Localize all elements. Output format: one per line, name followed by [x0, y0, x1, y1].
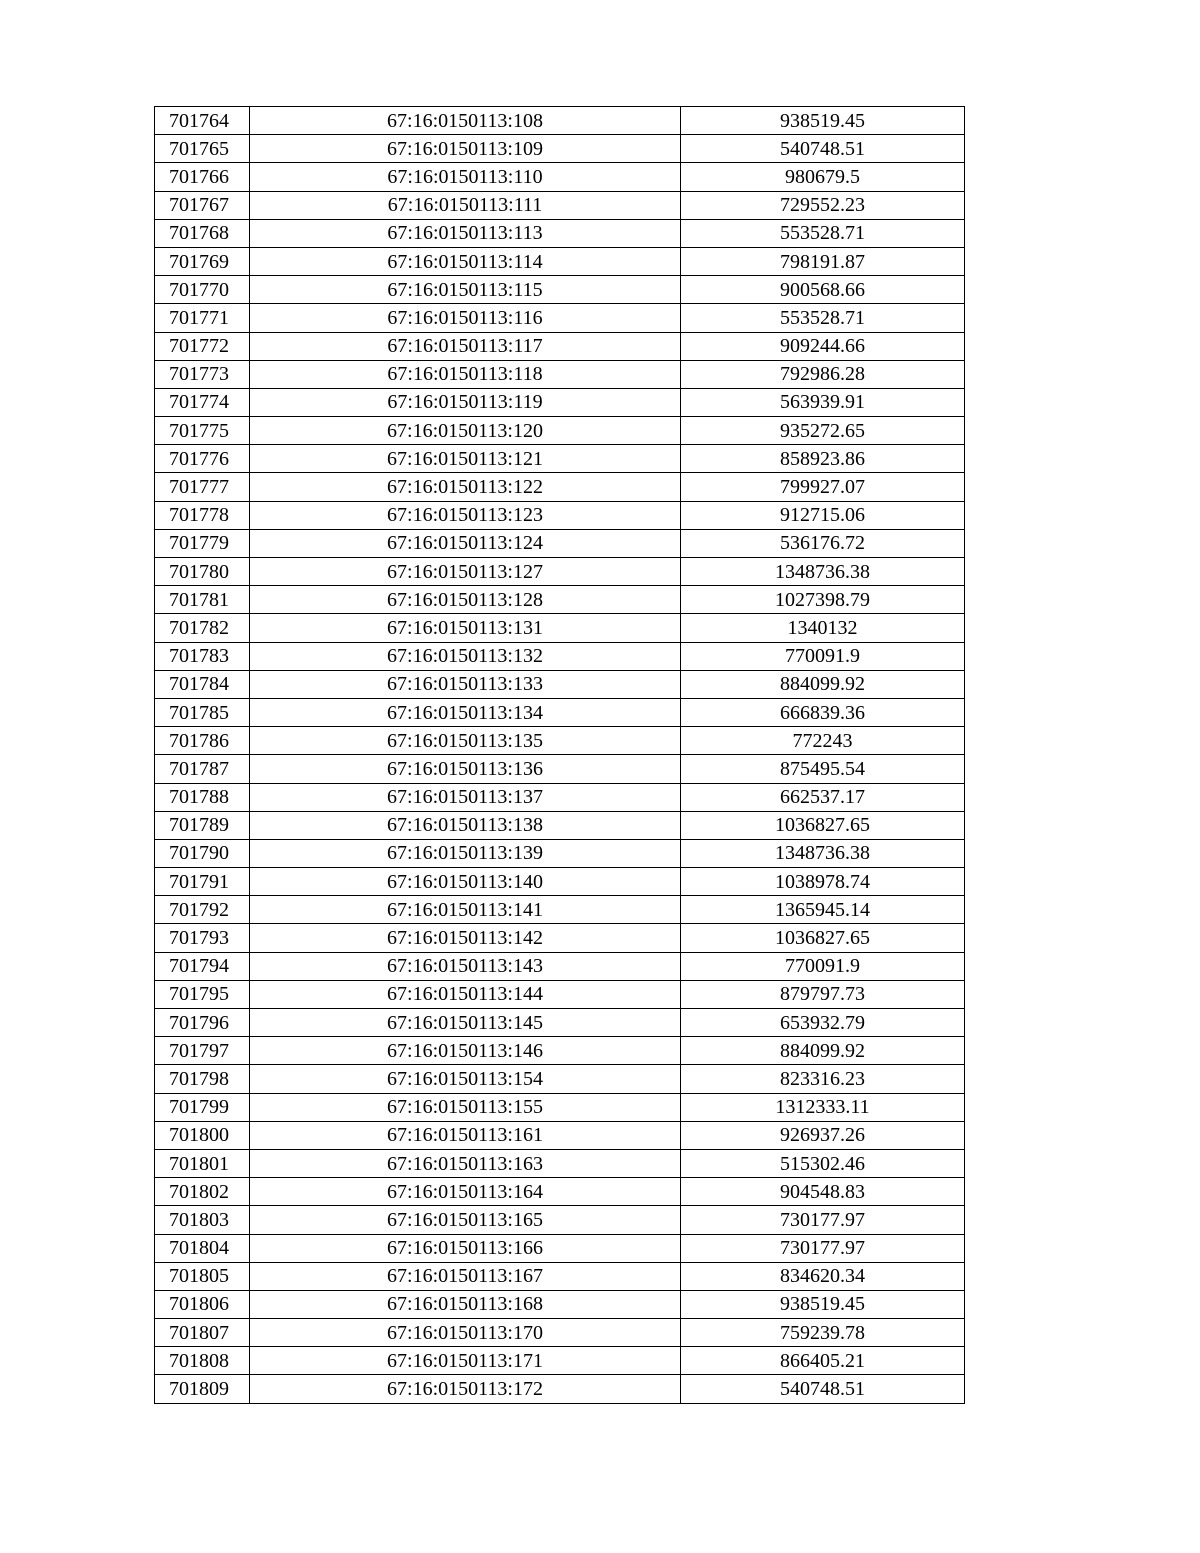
cadastral-number-cell: 67:16:0150113:113: [250, 219, 681, 247]
table-row: [155, 586, 965, 614]
cadastral-value-cell: 900568.66: [681, 276, 965, 304]
cadastral-number-cell: 67:16:0150113:155: [250, 1093, 681, 1121]
row-number-cell: 701789: [155, 811, 250, 839]
row-number-cell: 701788: [155, 783, 250, 811]
row-number-cell: 701776: [155, 445, 250, 473]
cadastral-value-cell: 1038978.74: [681, 868, 965, 896]
cadastral-value-cell: 798191.87: [681, 247, 965, 275]
cadastral-value-cell: 935272.65: [681, 417, 965, 445]
table-row: [155, 1065, 965, 1093]
cadastral-number-cell: 67:16:0150113:128: [250, 586, 681, 614]
cadastral-value-cell: 904548.83: [681, 1178, 965, 1206]
table-row: [155, 501, 965, 529]
cadastral-value-cell: 770091.9: [681, 952, 965, 980]
row-number-cell: 701778: [155, 501, 250, 529]
cadastral-value-cell: 1348736.38: [681, 839, 965, 867]
table-row: [155, 163, 965, 191]
cadastral-value-cell: 666839.36: [681, 698, 965, 726]
row-number-cell: 701791: [155, 868, 250, 896]
cadastral-number-cell: 67:16:0150113:140: [250, 868, 681, 896]
row-number-cell: 701799: [155, 1093, 250, 1121]
cadastral-value-cell: 1027398.79: [681, 586, 965, 614]
table-row: [155, 642, 965, 670]
cadastral-value-cell: 912715.06: [681, 501, 965, 529]
table-row: [155, 614, 965, 642]
cadastral-number-cell: 67:16:0150113:138: [250, 811, 681, 839]
row-number-cell: 701806: [155, 1290, 250, 1318]
row-number-cell: 701805: [155, 1262, 250, 1290]
table-row: [155, 1290, 965, 1318]
row-number-cell: 701800: [155, 1121, 250, 1149]
cadastral-value-cell: 1312333.11: [681, 1093, 965, 1121]
cadastral-value-cell: 823316.23: [681, 1065, 965, 1093]
table-row: [155, 783, 965, 811]
cadastral-number-cell: 67:16:0150113:109: [250, 135, 681, 163]
cadastral-number-cell: 67:16:0150113:142: [250, 924, 681, 952]
cadastral-number-cell: 67:16:0150113:110: [250, 163, 681, 191]
cadastral-number-cell: 67:16:0150113:132: [250, 642, 681, 670]
table-row: [155, 1121, 965, 1149]
cadastral-number-cell: 67:16:0150113:115: [250, 276, 681, 304]
table-row: [155, 247, 965, 275]
table-row: [155, 1262, 965, 1290]
cadastral-value-cell: 866405.21: [681, 1347, 965, 1375]
cadastral-number-cell: 67:16:0150113:163: [250, 1149, 681, 1177]
row-number-cell: 701797: [155, 1037, 250, 1065]
cadastral-number-cell: 67:16:0150113:114: [250, 247, 681, 275]
cadastral-number-cell: 67:16:0150113:165: [250, 1206, 681, 1234]
row-number-cell: 701802: [155, 1178, 250, 1206]
cadastral-number-cell: 67:16:0150113:167: [250, 1262, 681, 1290]
row-number-cell: 701764: [155, 107, 250, 135]
table-row: [155, 417, 965, 445]
row-number-cell: 701798: [155, 1065, 250, 1093]
cadastral-value-cell: 730177.97: [681, 1206, 965, 1234]
row-number-cell: 701780: [155, 558, 250, 586]
cadastral-value-cell: 938519.45: [681, 107, 965, 135]
cadastral-value-cell: 553528.71: [681, 219, 965, 247]
cadastral-number-cell: 67:16:0150113:124: [250, 529, 681, 557]
cadastral-number-cell: 67:16:0150113:164: [250, 1178, 681, 1206]
cadastral-value-cell: 540748.51: [681, 135, 965, 163]
row-number-cell: 701792: [155, 896, 250, 924]
cadastral-number-cell: 67:16:0150113:121: [250, 445, 681, 473]
row-number-cell: 701768: [155, 219, 250, 247]
cadastral-number-cell: 67:16:0150113:134: [250, 698, 681, 726]
table-row: [155, 980, 965, 1008]
row-number-cell: 701775: [155, 417, 250, 445]
row-number-cell: 701765: [155, 135, 250, 163]
table-row: [155, 304, 965, 332]
table-row: [155, 1093, 965, 1121]
table-row: [155, 670, 965, 698]
row-number-cell: 701774: [155, 388, 250, 416]
cadastral-number-cell: 67:16:0150113:131: [250, 614, 681, 642]
cadastral-value-cell: 536176.72: [681, 529, 965, 557]
cadastral-number-cell: 67:16:0150113:111: [250, 191, 681, 219]
row-number-cell: 701771: [155, 304, 250, 332]
row-number-cell: 701807: [155, 1319, 250, 1347]
row-number-cell: 701808: [155, 1347, 250, 1375]
row-number-cell: 701767: [155, 191, 250, 219]
table-row: [155, 896, 965, 924]
row-number-cell: 701779: [155, 529, 250, 557]
cadastral-value-cell: 799927.07: [681, 473, 965, 501]
row-number-cell: 701770: [155, 276, 250, 304]
cadastral-number-cell: 67:16:0150113:166: [250, 1234, 681, 1262]
cadastral-number-cell: 67:16:0150113:118: [250, 360, 681, 388]
row-number-cell: 701769: [155, 247, 250, 275]
cadastral-number-cell: 67:16:0150113:117: [250, 332, 681, 360]
table-row: [155, 1319, 965, 1347]
row-number-cell: 701794: [155, 952, 250, 980]
cadastral-number-cell: 67:16:0150113:172: [250, 1375, 681, 1403]
table-body: [155, 107, 965, 1404]
table-row: [155, 755, 965, 783]
table-row: [155, 276, 965, 304]
table-row: [155, 1375, 965, 1403]
table-row: [155, 698, 965, 726]
cadastral-number-cell: 67:16:0150113:168: [250, 1290, 681, 1318]
table-row: [155, 1149, 965, 1177]
cadastral-value-cell: 730177.97: [681, 1234, 965, 1262]
table-row: [155, 191, 965, 219]
cadastral-value-cell: 770091.9: [681, 642, 965, 670]
row-number-cell: 701782: [155, 614, 250, 642]
cadastral-number-cell: 67:16:0150113:122: [250, 473, 681, 501]
cadastral-number-cell: 67:16:0150113:139: [250, 839, 681, 867]
cadastral-value-cell: 772243: [681, 727, 965, 755]
row-number-cell: 701809: [155, 1375, 250, 1403]
cadastral-value-cell: 926937.26: [681, 1121, 965, 1149]
table-row: [155, 445, 965, 473]
cadastral-value-cell: 884099.92: [681, 1037, 965, 1065]
cadastral-number-cell: 67:16:0150113:133: [250, 670, 681, 698]
row-number-cell: 701781: [155, 586, 250, 614]
table-row: [155, 1009, 965, 1037]
cadastral-value-cell: 1036827.65: [681, 811, 965, 839]
cadastral-value-cell: 729552.23: [681, 191, 965, 219]
cadastral-number-cell: 67:16:0150113:146: [250, 1037, 681, 1065]
cadastral-number-cell: 67:16:0150113:137: [250, 783, 681, 811]
cadastral-value-cell: 1348736.38: [681, 558, 965, 586]
table-row: [155, 332, 965, 360]
cadastral-value-cell: 662537.17: [681, 783, 965, 811]
cadastral-number-cell: 67:16:0150113:141: [250, 896, 681, 924]
cadastral-number-cell: 67:16:0150113:123: [250, 501, 681, 529]
row-number-cell: 701777: [155, 473, 250, 501]
table-row: [155, 868, 965, 896]
cadastral-value-cell: 938519.45: [681, 1290, 965, 1318]
table-row: [155, 473, 965, 501]
table-row: [155, 558, 965, 586]
row-number-cell: 701786: [155, 727, 250, 755]
cadastral-value-table: [154, 106, 965, 1404]
row-number-cell: 701787: [155, 755, 250, 783]
table-row: [155, 1206, 965, 1234]
row-number-cell: 701790: [155, 839, 250, 867]
table-row: [155, 1037, 965, 1065]
cadastral-number-cell: 67:16:0150113:127: [250, 558, 681, 586]
cadastral-value-cell: 653932.79: [681, 1009, 965, 1037]
table-row: [155, 1234, 965, 1262]
cadastral-value-cell: 879797.73: [681, 980, 965, 1008]
cadastral-value-cell: 540748.51: [681, 1375, 965, 1403]
cadastral-number-cell: 67:16:0150113:170: [250, 1319, 681, 1347]
cadastral-number-cell: 67:16:0150113:171: [250, 1347, 681, 1375]
row-number-cell: 701795: [155, 980, 250, 1008]
table-row: [155, 727, 965, 755]
cadastral-value-cell: 1365945.14: [681, 896, 965, 924]
row-number-cell: 701784: [155, 670, 250, 698]
table-row: [155, 529, 965, 557]
row-number-cell: 701796: [155, 1009, 250, 1037]
row-number-cell: 701804: [155, 1234, 250, 1262]
cadastral-value-cell: 563939.91: [681, 388, 965, 416]
cadastral-number-cell: 67:16:0150113:135: [250, 727, 681, 755]
cadastral-value-cell: 553528.71: [681, 304, 965, 332]
cadastral-number-cell: 67:16:0150113:108: [250, 107, 681, 135]
row-number-cell: 701785: [155, 698, 250, 726]
table-row: [155, 839, 965, 867]
row-number-cell: 701766: [155, 163, 250, 191]
table-row: [155, 924, 965, 952]
cadastral-number-cell: 67:16:0150113:154: [250, 1065, 681, 1093]
row-number-cell: 701801: [155, 1149, 250, 1177]
row-number-cell: 701783: [155, 642, 250, 670]
table-row: [155, 952, 965, 980]
cadastral-number-cell: 67:16:0150113:161: [250, 1121, 681, 1149]
cadastral-number-cell: 67:16:0150113:120: [250, 417, 681, 445]
table-row: [155, 135, 965, 163]
cadastral-value-cell: 1340132: [681, 614, 965, 642]
table-row: [155, 1347, 965, 1375]
row-number-cell: 701803: [155, 1206, 250, 1234]
row-number-cell: 701793: [155, 924, 250, 952]
cadastral-number-cell: 67:16:0150113:136: [250, 755, 681, 783]
table-row: [155, 1178, 965, 1206]
table-row: [155, 360, 965, 388]
cadastral-number-cell: 67:16:0150113:116: [250, 304, 681, 332]
cadastral-number-cell: 67:16:0150113:143: [250, 952, 681, 980]
row-number-cell: 701773: [155, 360, 250, 388]
table-row: [155, 107, 965, 135]
cadastral-value-cell: 875495.54: [681, 755, 965, 783]
cadastral-number-cell: 67:16:0150113:144: [250, 980, 681, 1008]
cadastral-value-cell: 834620.34: [681, 1262, 965, 1290]
table-row: [155, 388, 965, 416]
cadastral-value-cell: 884099.92: [681, 670, 965, 698]
cadastral-value-cell: 792986.28: [681, 360, 965, 388]
row-number-cell: 701772: [155, 332, 250, 360]
table-row: [155, 811, 965, 839]
cadastral-value-cell: 1036827.65: [681, 924, 965, 952]
table-row: [155, 219, 965, 247]
cadastral-number-cell: 67:16:0150113:145: [250, 1009, 681, 1037]
cadastral-value-cell: 515302.46: [681, 1149, 965, 1177]
cadastral-value-cell: 909244.66: [681, 332, 965, 360]
cadastral-value-cell: 759239.78: [681, 1319, 965, 1347]
cadastral-value-cell: 980679.5: [681, 163, 965, 191]
cadastral-number-cell: 67:16:0150113:119: [250, 388, 681, 416]
cadastral-value-cell: 858923.86: [681, 445, 965, 473]
